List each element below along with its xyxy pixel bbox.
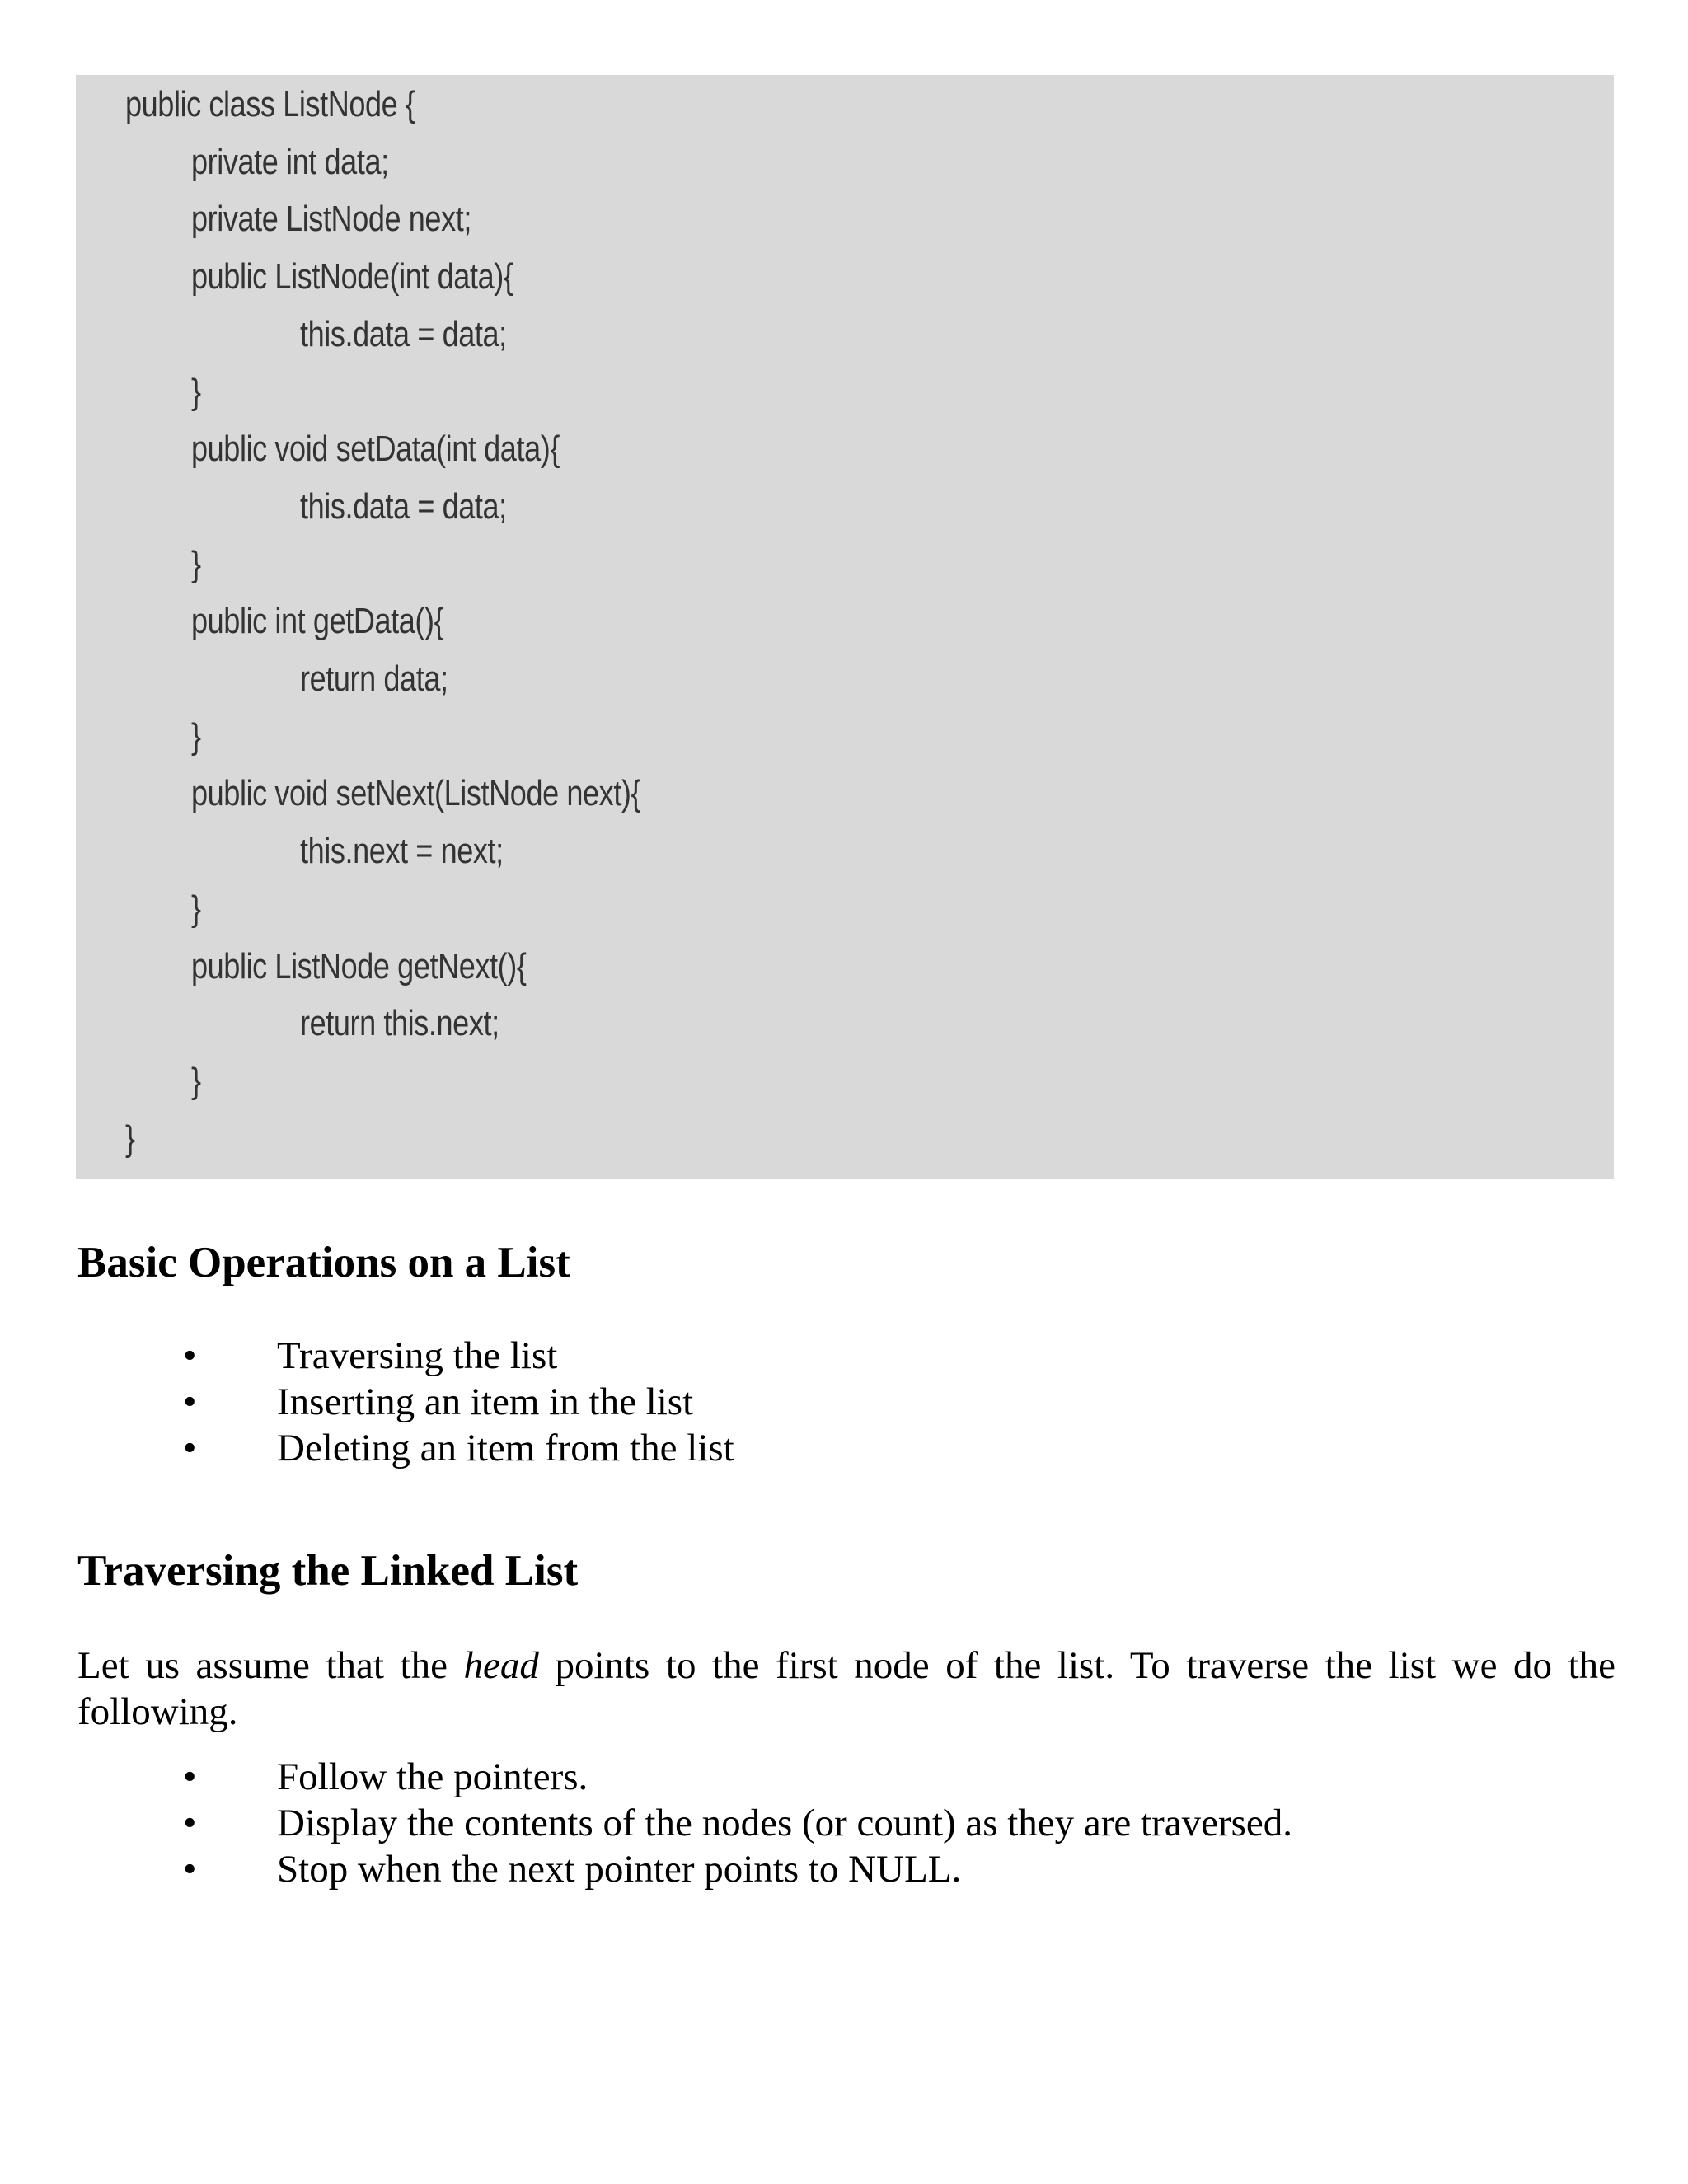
code-line: } [191, 371, 201, 412]
bullet-marker: • [183, 1380, 197, 1423]
list-item-text: Deleting an item from the list [277, 1427, 734, 1469]
code-line: } [191, 888, 201, 929]
bullet-marker: • [183, 1334, 197, 1377]
code-line: public ListNode(int data){ [191, 256, 513, 298]
list-item-text: Stop when the next pointer points to NULL. [277, 1848, 962, 1891]
code-line: public int getData(){ [191, 601, 444, 642]
code-line: this.data = data; [300, 313, 507, 354]
list-item-text: Traversing the list [277, 1334, 558, 1377]
list-item-text: Follow the pointers. [277, 1755, 588, 1798]
traversal-steps-list [0, 1754, 1688, 1892]
code-line: private int data; [191, 141, 389, 182]
list-item [0, 1800, 1688, 1846]
bullet-marker: • [183, 1848, 197, 1891]
traversal-paragraph [77, 1643, 1615, 1735]
list-item-text: Display the contents of the nodes (or count) as they are traversed. [277, 1802, 1293, 1844]
bullet-marker: • [183, 1427, 197, 1469]
bullet-marker: • [183, 1755, 197, 1798]
basic-operations-list [0, 1333, 1688, 1471]
list-item [0, 1846, 1688, 1892]
code-line: this.next = next; [300, 831, 504, 872]
list-item-text: Inserting an item in the list [277, 1380, 694, 1423]
section-heading-basic-operations: Basic Operations on a List [77, 1239, 570, 1286]
code-line: } [125, 1118, 135, 1159]
code-line: return this.next; [300, 1003, 499, 1044]
bullet-marker: • [183, 1802, 197, 1844]
code-line: } [191, 1060, 201, 1101]
code-line: return data; [300, 658, 448, 699]
code-line: public class ListNode { [125, 84, 415, 124]
list-item [0, 1425, 1688, 1471]
paragraph-emphasis-head: head [463, 1644, 539, 1687]
code-line: this.data = data; [300, 485, 507, 527]
paragraph-text-start: Let us assume that the [77, 1644, 464, 1687]
code-line: public ListNode getNext(){ [191, 945, 527, 987]
code-line: public void setData(int data){ [191, 429, 560, 470]
list-item [0, 1333, 1688, 1379]
code-line: public void setNext(ListNode next){ [191, 773, 641, 814]
code-line: private ListNode next; [191, 199, 471, 240]
code-listing [76, 75, 1614, 1179]
code-line: } [191, 543, 201, 584]
list-item [0, 1754, 1688, 1800]
section-heading-traversing: Traversing the Linked List [77, 1547, 579, 1595]
paragraph-text-end: points to the first node of the list. To traverse the list we do the following. [77, 1644, 1615, 1733]
code-line: } [191, 715, 201, 757]
list-item [0, 1379, 1688, 1425]
